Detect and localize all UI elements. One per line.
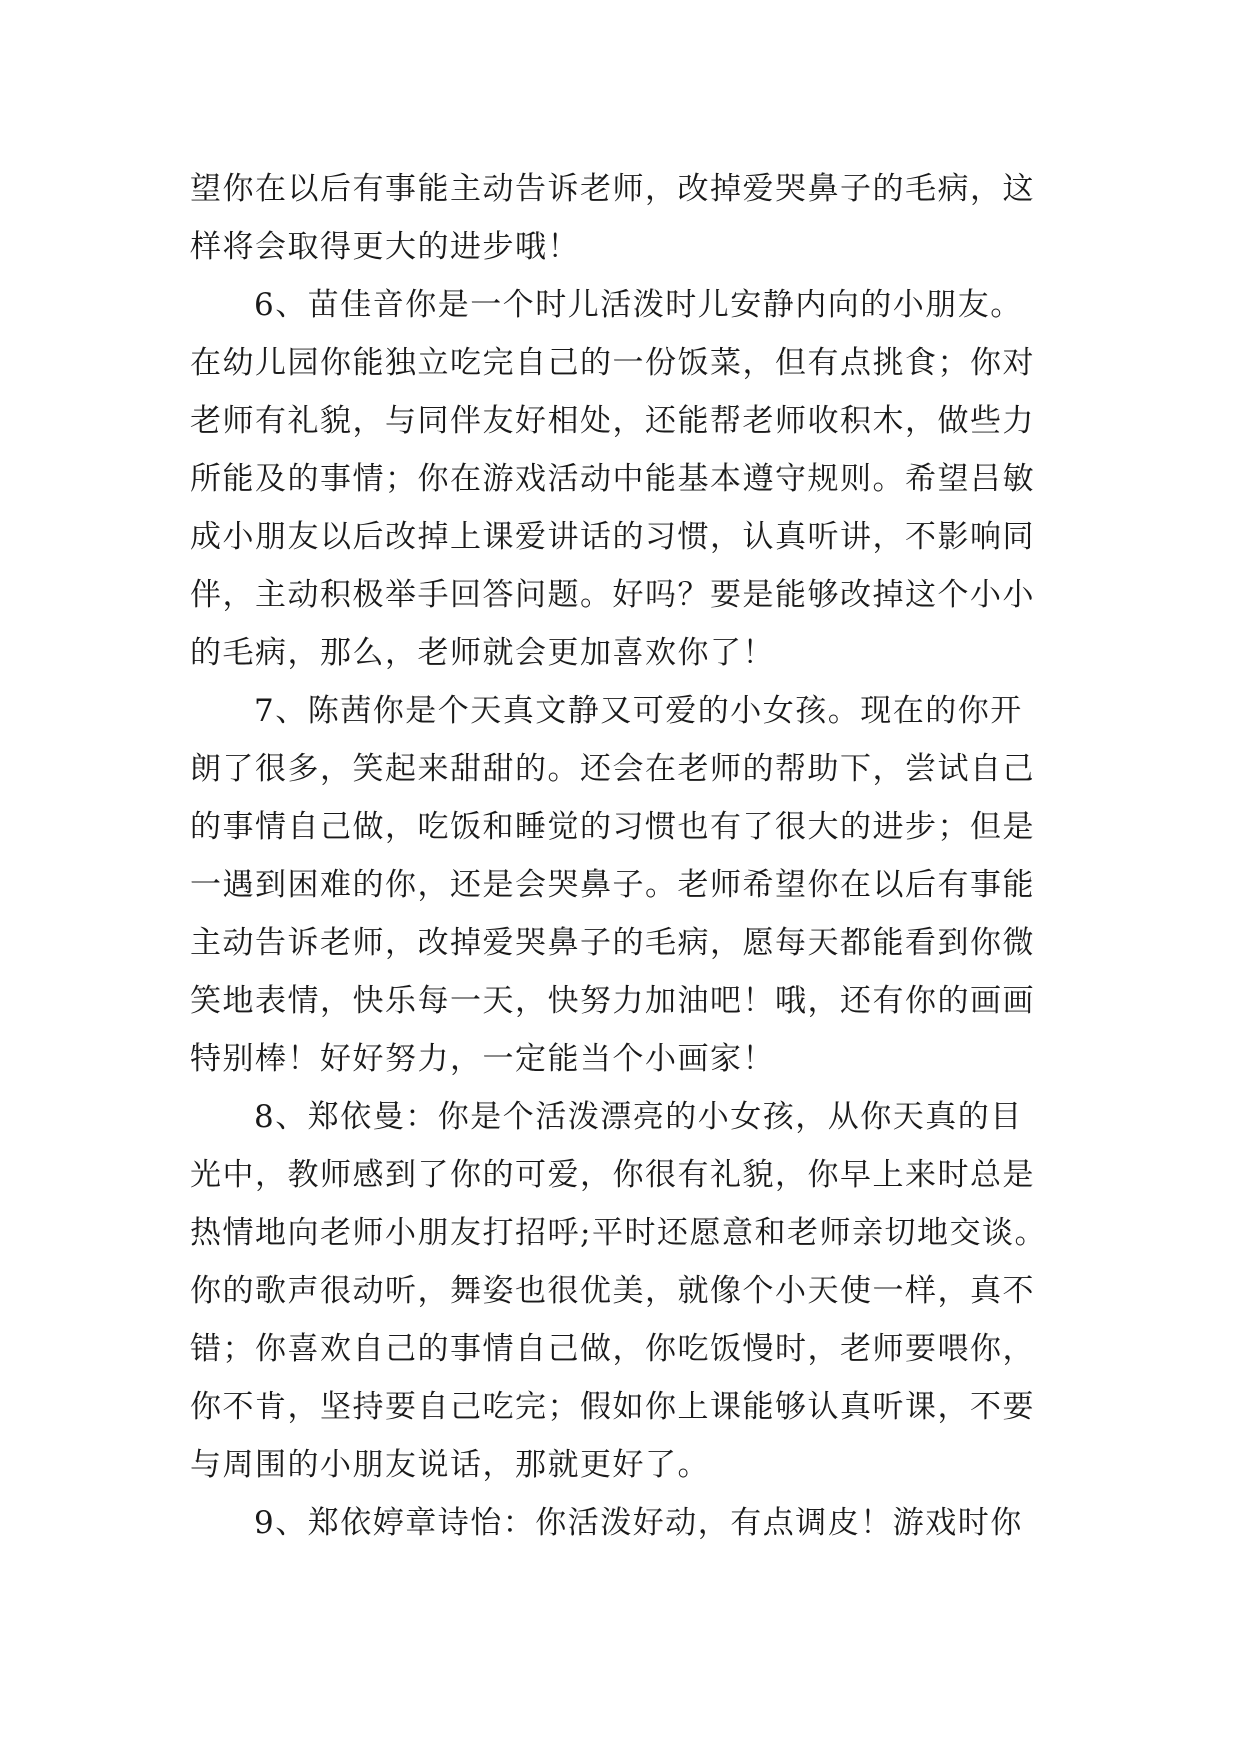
- text-line: 主动告诉老师，改掉爱哭鼻子的毛病，愿每天都能看到你微: [190, 925, 1035, 961]
- text-line: 老师有礼貌，与同伴友好相处，还能帮老师收积木，做些力: [190, 403, 1035, 439]
- text-line: 样将会取得更大的进步哦！: [190, 229, 580, 265]
- text-line: 的毛病，那么，老师就会更加喜欢你了！: [190, 635, 775, 671]
- text-line: 的事情自己做，吃饭和睡觉的习惯也有了很大的进步；但是: [190, 809, 1035, 845]
- paragraph-9-first-line: 9、郑依婷章诗怡：你活泼好动，有点调皮！游戏时你: [254, 1505, 1023, 1541]
- text-line: 伴，主动积极举手回答问题。好吗？要是能够改掉这个小小: [190, 577, 1035, 613]
- text-line: 特别棒！好好努力，一定能当个小画家！: [190, 1041, 775, 1077]
- text-line: 笑地表情，快乐每一天，快努力加油吧！哦，还有你的画画: [190, 983, 1035, 1019]
- text-line: 所能及的事情；你在游戏活动中能基本遵守规则。希望吕敏: [190, 461, 1035, 497]
- text-line: 热情地向老师小朋友打招呼;平时还愿意和老师亲切地交谈。: [190, 1215, 1047, 1251]
- text-line: 错；你喜欢自己的事情自己做，你吃饭慢时，老师要喂你，: [190, 1331, 1035, 1367]
- text-line: 朗了很多，笑起来甜甜的。还会在老师的帮助下，尝试自己: [190, 751, 1035, 787]
- text-line: 在幼儿园你能独立吃完自己的一份饭菜，但有点挑食；你对: [190, 345, 1035, 381]
- text-line: 成小朋友以后改掉上课爱讲话的习惯，认真听讲，不影响同: [190, 519, 1035, 555]
- text-line: 你不肯，坚持要自己吃完；假如你上课能够认真听课，不要: [190, 1389, 1035, 1425]
- paragraph-7-first-line: 7、陈茜你是个天真文静又可爱的小女孩。现在的你开: [254, 693, 1023, 729]
- paragraph-8-first-line: 8、郑依曼：你是个活泼漂亮的小女孩，从你天真的目: [254, 1099, 1023, 1135]
- document-body: [190, 160, 1055, 1552]
- text-line: 光中，教师感到了你的可爱，你很有礼貌，你早上来时总是: [190, 1157, 1035, 1193]
- text-line: 一遇到困难的你，还是会哭鼻子。老师希望你在以后有事能: [190, 867, 1035, 903]
- text-line: 你的歌声很动听，舞姿也很优美，就像个小天使一样，真不: [190, 1273, 1035, 1309]
- paragraph-6-first-line: 6、苗佳音你是一个时儿活泼时儿安静内向的小朋友。: [254, 287, 1023, 323]
- text-line: 望你在以后有事能主动告诉老师，改掉爱哭鼻子的毛病，这: [190, 171, 1035, 207]
- text-line: 与周围的小朋友说话，那就更好了。: [190, 1447, 710, 1483]
